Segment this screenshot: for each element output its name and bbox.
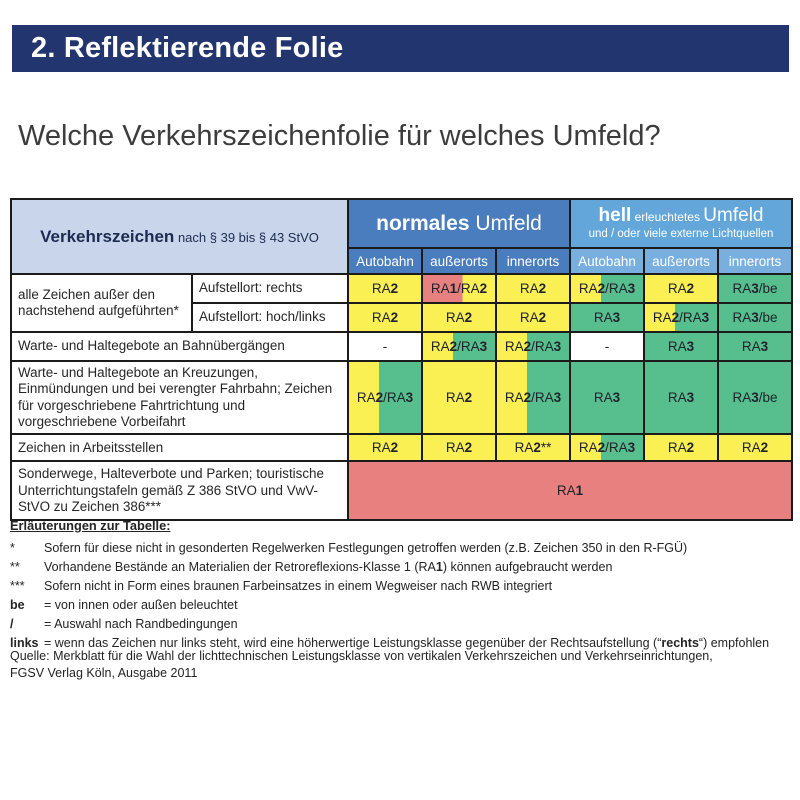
table-cell: RA2 <box>422 361 496 434</box>
footnote-text: Vorhandene Bestände an Materialien der Retroreflexions-Klasse 1 (RA1) können aufgebraucht werden <box>44 560 613 574</box>
table-cell: RA2/RA3 <box>422 332 496 361</box>
col-header-autobahn-hell: Autobahn <box>570 248 644 274</box>
normal-umfeld-header <box>348 199 570 248</box>
col-header-ausserorts-normal: außerorts <box>422 248 496 274</box>
footnote-text: = wenn das Zeichen nur links steht, wird eine höherwertige Leistungsklasse gegenüber der Rechtsaufstellung (“rechts“) empfohlen <box>44 636 770 650</box>
table-cell: RA2 <box>644 274 718 303</box>
hell-umfeld-subtitle: und / oder viele externe Lichtquellen <box>588 228 774 241</box>
table-row <box>11 361 792 434</box>
footnote-marker: * <box>10 541 15 555</box>
footnote-marker: be <box>10 598 25 612</box>
table <box>10 198 793 521</box>
footnote-marker: ** <box>10 560 20 574</box>
table-cell: RA1/RA2 <box>422 274 496 303</box>
table-cell: - <box>348 332 422 361</box>
table-cell: RA2 <box>422 303 496 332</box>
footnote-slash <box>10 615 792 634</box>
footnote-marker: links <box>10 636 39 650</box>
hell-umfeld-header <box>570 199 792 248</box>
table-row <box>11 332 792 361</box>
footnote-doublestar <box>10 558 792 577</box>
table-cell: RA2/RA3 <box>496 361 570 434</box>
section-header-bar <box>12 25 789 72</box>
normal-umfeld-bold: normales <box>376 211 470 235</box>
col-header-autobahn-normal: Autobahn <box>348 248 422 274</box>
hell-umfeld-bold: hell <box>598 205 632 227</box>
footnote-star <box>10 539 792 558</box>
table-cell: RA2 <box>718 434 792 461</box>
source-citation: Quelle: Merkblatt für die Wahl der lichttechnischen Leistungsklasse von vertikalen Verkehrszeichen und Verkehrseinrichtungen, FGSV Verlag Köln, Ausgabe 2011 <box>10 649 713 680</box>
table-cell: RA3/be <box>718 361 792 434</box>
row-label-alle-zeichen: alle Zeichen außer den nachstehend aufgeführten* <box>11 274 192 332</box>
table-cell: RA3 <box>570 303 644 332</box>
table-cell: RA2 <box>348 434 422 461</box>
hell-umfeld-big: Umfeld <box>703 205 764 227</box>
section-title: 2. Reflektierende Folie <box>31 32 344 64</box>
col-header-innerorts-hell: innerorts <box>718 248 792 274</box>
table-cell: RA3 <box>718 332 792 361</box>
footnote-text: = Auswahl nach Randbedingungen <box>44 617 238 631</box>
table-cell: RA2/RA3 <box>570 434 644 461</box>
table-cell: RA2/RA3 <box>496 332 570 361</box>
table-cell: RA2/RA3 <box>348 361 422 434</box>
table-cell: RA2 <box>422 434 496 461</box>
table-cell: - <box>570 332 644 361</box>
table-cell: RA2 <box>348 274 422 303</box>
page-title: Welche Verkehrszeichenfolie für welches Umfeld? <box>18 120 661 152</box>
table-row <box>11 434 792 461</box>
col-header-innerorts-normal: innerorts <box>496 248 570 274</box>
table-cell: RA2 <box>644 434 718 461</box>
col-header-ausserorts-hell: außerorts <box>644 248 718 274</box>
table-cell: RA2 <box>496 303 570 332</box>
corner-header-rest: nach § 39 bis § 43 StVO <box>174 229 319 245</box>
footnote-text: = von innen oder außen beleuchtet <box>44 598 238 612</box>
row-label-bahnuebergaenge: Warte- und Haltegebote an Bahnübergängen <box>11 332 348 361</box>
footnote-text: Sofern nicht in Form eines braunen Farbeinsatzes in einem Wegweiser nach RWB integriert <box>44 579 553 593</box>
table-cell: RA3 <box>644 361 718 434</box>
row-sublabel-hoch-links: Aufstellort: hoch/links <box>192 303 348 332</box>
row-label-arbeitsstellen: Zeichen in Arbeitsstellen <box>11 434 348 461</box>
table-cell: RA3 <box>644 332 718 361</box>
table-cell: RA2 <box>496 274 570 303</box>
table-cell: RA3/be <box>718 274 792 303</box>
normal-umfeld-rest: Umfeld <box>469 211 542 235</box>
footnote-text: Sofern für diese nicht in gesonderten Regelwerken Festlegungen getroffen werden (z.B. Zeichen 350 in den R-FGÜ) <box>44 541 688 555</box>
row-label-sonderwege: Sonderwege, Halteverbote und Parken; touristische Unterrichtungstafeln gemäß Z 386 StVO und VwV-StVO zu Zeichen 386*** <box>11 461 348 520</box>
hell-umfeld-mid: erleuchtetes <box>631 210 704 225</box>
row-label-kreuzungen: Warte- und Haltegebote an Kreuzungen, Einmündungen und bei verengter Fahrbahn; Zeichen für vorgeschriebene Fahrtrichtung und vorgeschriebene Vorbeifahrt <box>11 361 348 434</box>
corner-header-cell <box>11 199 348 274</box>
table-row <box>11 461 792 520</box>
table-cell: RA2** <box>496 434 570 461</box>
table-cell: RA2/RA3 <box>570 274 644 303</box>
corner-header-bold: Verkehrszeichen <box>40 226 175 246</box>
table-cell: RA3 <box>570 361 644 434</box>
footnote-marker: *** <box>10 579 25 593</box>
table-cell: RA2/RA3 <box>644 303 718 332</box>
footnote-marker: / <box>10 617 14 631</box>
footnote-triplestar <box>10 577 792 596</box>
foil-environment-table <box>10 198 793 521</box>
table-cell: RA2 <box>348 303 422 332</box>
notes-title: Erläuterungen zur Tabelle: <box>10 518 171 533</box>
table-cell: RA3/be <box>718 303 792 332</box>
footnote-be <box>10 596 792 615</box>
table-notes <box>10 518 792 653</box>
table-row <box>11 274 792 303</box>
row-sublabel-rechts: Aufstellort: rechts <box>192 274 348 303</box>
table-cell-ra1-span: RA1 <box>348 461 792 520</box>
